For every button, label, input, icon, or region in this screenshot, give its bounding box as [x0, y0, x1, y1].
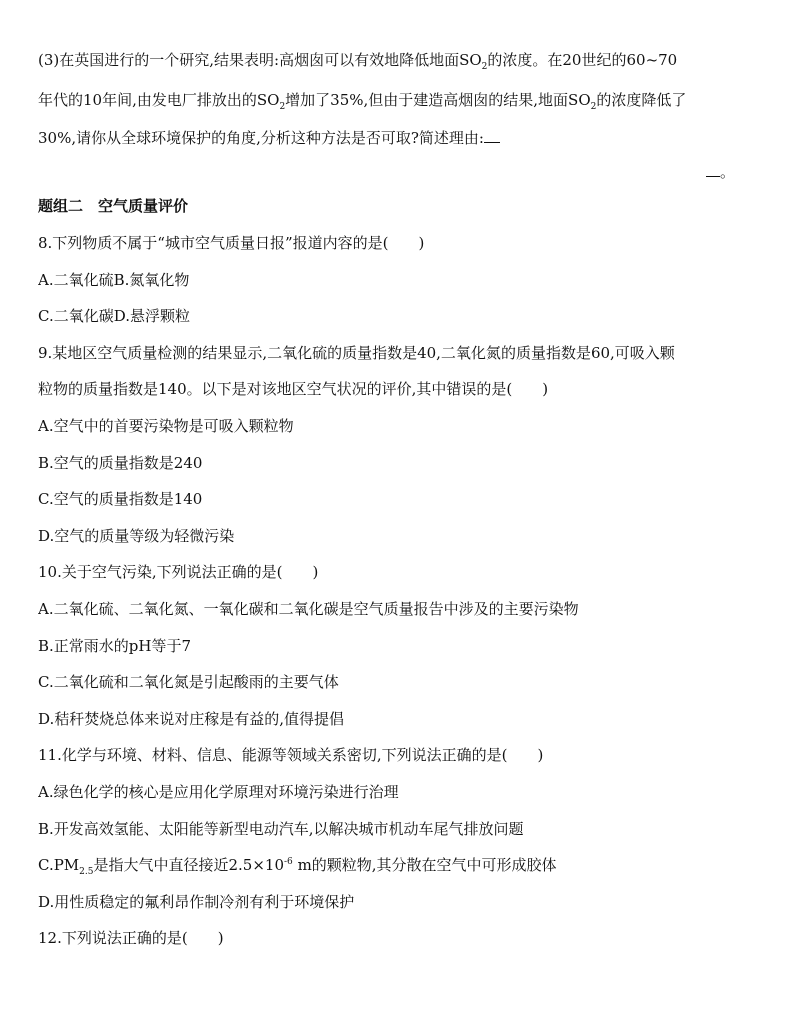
- q8-options-ab: A.二氧化硫B.氮氧化物: [38, 271, 190, 289]
- answer-blank-start[interactable]: [484, 128, 500, 143]
- q9-stem-2: 粒物的质量指数是140。以下是对该地区空气状况的评价,其中错误的是( ): [38, 380, 549, 398]
- q10-option-a: A.二氧化硫、二氧化氮、一氧化碳和二氧化碳是空气质量报告中涉及的主要污染物: [38, 600, 579, 618]
- q9-option-c: C.空气的质量指数是140: [38, 490, 203, 508]
- section-heading: 题组二 空气质量评价: [38, 197, 189, 215]
- q9-stem-1: 9.某地区空气质量检测的结果显示,二氧化硫的质量指数是40,二氧化氮的质量指数是60,可吸入颗: [38, 344, 675, 362]
- q9-option-d: D.空气的质量等级为轻微污染: [38, 527, 235, 545]
- q11-stem: 11.化学与环境、材料、信息、能源等领域关系密切,下列说法正确的是( ): [38, 746, 544, 764]
- q9-option-b: B.空气的质量指数是240: [38, 454, 203, 472]
- q8-options-cd: C.二氧化碳D.悬浮颗粒: [38, 307, 190, 325]
- q3-line-3: 30%,请你从全球环境保护的角度,分析这种方法是否可取?简述理由:: [38, 128, 758, 148]
- q3-line-1: (3)在英国进行的一个研究,结果表明:高烟囱可以有效地降低地面$SO_2$的浓度。在20世纪的60~70: [38, 51, 678, 70]
- q11-option-d: D.用性质稳定的氟利昂作制冷剂有利于环境保护: [38, 893, 355, 911]
- q11-option-b: B.开发高效氢能、太阳能等新型电动汽车,以解决城市机动车尾气排放问题: [38, 820, 524, 838]
- q10-option-c: C.二氧化硫和二氧化氮是引起酸雨的主要气体: [38, 673, 339, 691]
- q10-option-b: B.正常雨水的pH等于7: [38, 637, 192, 655]
- q11-option-c: $C.PM_{2.5}$是指大气中直径接近$2.5\times 10^{-6}$ m的颗粒物,其分散在空气中可形成胶体: [38, 856, 557, 875]
- q3-line-4: 。: [706, 162, 735, 182]
- answer-blank-end[interactable]: [706, 162, 720, 177]
- q11-option-a: A.绿色化学的核心是应用化学原理对环境污染进行治理: [38, 783, 399, 801]
- q9-option-a: A.空气中的首要污染物是可吸入颗粒物: [38, 417, 294, 435]
- q3-line-2: 年代的10年间,由发电厂排放出的$SO_2$增加了35%,但由于建造高烟囱的结果,地面$SO_2$的浓度降低了: [38, 91, 687, 110]
- q10-stem: 10.关于空气污染,下列说法正确的是( ): [38, 563, 319, 581]
- q8-stem: 8.下列物质不属于“城市空气质量日报”报道内容的是( ): [38, 234, 425, 252]
- q10-option-d: D.秸秆焚烧总体来说对庄稼是有益的,值得提倡: [38, 710, 345, 728]
- q12-stem: 12.下列说法正确的是( ): [38, 929, 224, 947]
